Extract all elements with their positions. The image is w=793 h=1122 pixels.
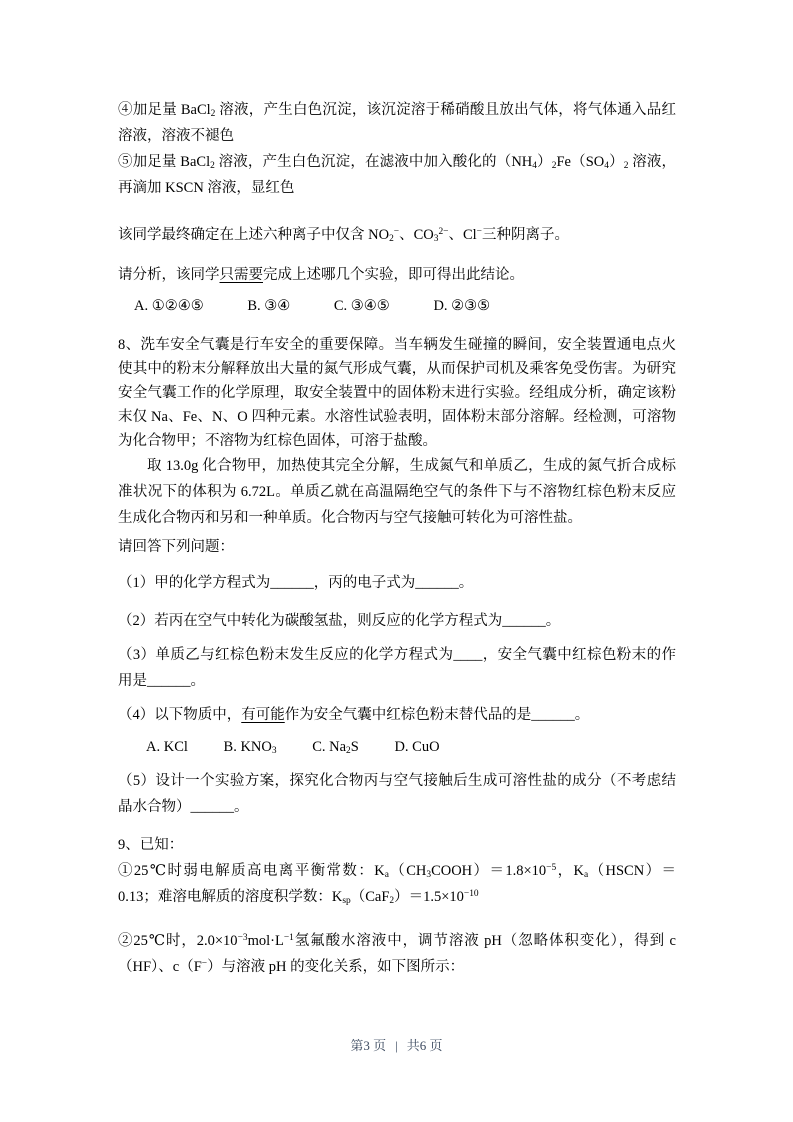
- q8-question-4: （4）以下物质中，有可能作为安全气囊中红棕色粉末替代品的是______。: [118, 707, 590, 723]
- q8-question-5: （5）设计一个实验方案，探究化合物丙与空气接触后生成可溶性盐的成分（不考虑结晶水合物）______。: [118, 773, 676, 815]
- q7-analysis-prompt: 请分析，该同学只需要完成上述哪几个实验，即可得出此结论。: [118, 267, 524, 283]
- footer-separator: |: [395, 1038, 398, 1053]
- q7-option-c: C. ③④⑤: [333, 298, 390, 314]
- q7-option-b: B. ③④: [247, 298, 291, 314]
- q8-option-a: A. KCl: [146, 739, 188, 755]
- q7-option-a: A. ①②④⑤: [134, 298, 204, 314]
- footer-page-number: 第3 页: [350, 1038, 387, 1053]
- q8-intro-paragraph: 8、洗车安全气囊是行车安全的重要保障。当车辆发生碰撞的瞬间，安全装置通电点火使其中的粉末分解释放出大量的氮气形成气囊，从而保护司机及乘客免受伤害。为研究安全气囊工作的化学原理，取安全装置中的固体粉末进行实验。经组成分析，确定该粉末仅 Na、Fe、N、O 四种元素。水溶性试验表明，固体粉末部分溶解。经检测，可溶物为化合物甲；不溶物为红棕色固体，可溶于盐酸。: [118, 337, 676, 449]
- q8-question-2: （2）若丙在空气中转化为碳酸氢盐，则反应的化学方程式为______。: [118, 613, 561, 629]
- q8-experiment-paragraph: 取 13.0g 化合物甲，加热使其完全分解，生成氮气和单质乙，生成的氮气折合成标准状况下的体积为 6.72L。单质乙就在高温隔绝空气的条件下与不溶物红棕色粉末反应生成化合物丙和另和一种单质。化合物丙与空气接触可转化为可溶性盐。: [118, 458, 676, 526]
- q7-options-row: [118, 293, 676, 319]
- q9-known-2: ②25℃时，$2.0\times 10^{-3}mol\cdot L^{-1}$氢氟酸水溶液中，调节溶液 pH（忽略体积变化），得到 c（HF）、c（F−）与溶液 pH 的变化关系，如下图所示：: [118, 932, 676, 975]
- q7-statement-5: ⑤加足量 BaCl$_2$ 溶液，产生白色沉淀，在滤液中加入酸化的$(NH_4)_2Fe(SO_4)_2$ 溶液，再滴加 KSCN 溶液，显红色: [118, 154, 677, 196]
- q8-option-c: C. $Na_2S$: [312, 739, 359, 757]
- q8-options-row: [118, 734, 676, 760]
- q9-heading: 9、已知：: [118, 837, 184, 853]
- q7-statement-4: ④加足量 BaCl$_2$ 溶液，产生白色沉淀，该沉淀溶于稀硝酸且放出气体，将气体通入品红溶液，溶液不褪色: [118, 102, 677, 144]
- q7-option-d: D. ②③⑤: [433, 298, 491, 314]
- footer-total-pages: 共6 页: [406, 1038, 443, 1053]
- q8-question-3: （3）单质乙与红棕色粉末发生反应的化学方程式为____，安全气囊中红棕色粉末的作用是______。: [118, 647, 676, 689]
- q7-conclusion: 该同学最终确定在上述六种离子中仅含 $NO_2^-$、$CO_3^{2-}$、Cl−三种阴离子。: [118, 226, 569, 245]
- q8-questions-prompt: 请回答下列问题：: [118, 539, 234, 555]
- q8-option-d: D. CuO: [394, 739, 440, 755]
- q8-option-b: B. $KNO_3$: [223, 739, 277, 757]
- q8-question-1: （1）甲的化学方程式为______，丙的电子式为______。: [118, 575, 474, 591]
- page-footer: [0, 1036, 793, 1056]
- q9-known-1: ①25℃时弱电解质高电离平衡常数：$K_a(CH_3COOH)=1.8\times 10^{-5}$，$K_a(HSCN)=0.13$；难溶电解质的溶度积学数：$K_{sp}(CaF_2)=1.5\times 10^{-10}$: [118, 862, 676, 907]
